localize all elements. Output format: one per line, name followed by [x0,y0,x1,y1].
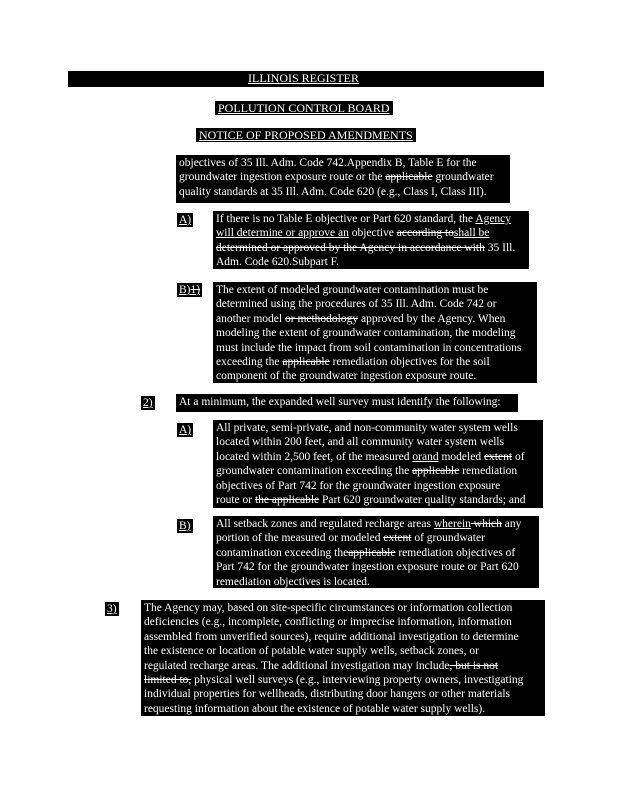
text-line: objectives of 35 Ill. Adm. Code 742.Appendix B, Table E for the [179,157,477,169]
item-label-a2: A) [179,424,192,436]
text-line [216,531,536,545]
text-span: 35 Ill. [484,241,516,254]
text-line [216,464,540,478]
text-line [179,170,507,184]
notice-title: NOTICE OF PROPOSED AMENDMENTS [196,128,416,142]
struck-text: or methodology [284,312,359,325]
text-line: remediation objectives is located. [216,575,370,588]
text-span: route or [216,494,255,507]
text-line [144,673,542,687]
text-span: groundwater contamination exceeding the [216,465,413,478]
text-span: All setback zones and regulated recharge areas [216,518,434,530]
intro-paragraph [176,155,510,203]
item-a2-text [213,420,543,508]
text-span: objective [348,227,397,240]
struck-text: extent [483,450,513,463]
text-line: requesting information about the existence of potable water supply wells). [144,702,486,715]
inserted-text: orand [412,450,439,463]
text-span: physical well surveys (e.g., interviewing property owners, investigating [191,674,524,687]
text-span: any [501,518,522,530]
text-line: quality standards at 35 Ill. Adm. Code 620 (e.g., Class I, Class III). [179,185,487,198]
text-line: deficiencies (e.g., incomplete, conflicting or imprecise information, information [144,616,512,629]
text-span: remediation [459,465,518,478]
text-line [216,226,526,240]
text-line [144,659,542,673]
text-span: remediation objectives of [395,546,516,559]
text-span: If there is no Table E objective or Part 620 standard, the [216,213,476,225]
register-title: ILLINOIS REGISTER [248,71,359,85]
text-span: approved by the Agency. When [358,312,506,325]
text-line: determined using the procedures of 35 Ill. Adm. Code 742 or [216,298,497,311]
text-span: remediation objectives for the soil [329,356,490,369]
item-3-text [141,600,545,716]
struck-text: applicable [348,546,396,559]
item-label-2: 2) [143,397,153,409]
text-line: All private, semi-private, and non-community water system wells [216,422,518,434]
text-line [216,212,526,226]
text-span: contamination exceeding the [216,546,349,559]
text-line: modeling the extent of groundwater contamination, the modeling [216,327,516,340]
text-line: objectives of Part 742 for the groundwater ingestion exposure [216,479,501,492]
text-span: another model [216,312,285,325]
inserted-text: will determine or approve an [216,227,349,240]
inserted-text: Agency [475,213,512,225]
struck-text: shall be [453,227,490,240]
text-line: individual properties for wellheads, distributing door hangers or other materials [144,688,510,701]
struck-text: extent [383,532,412,545]
text-line [216,493,540,507]
text-line: At a minimum, the expanded well survey must identify the following: [179,396,501,408]
inserted-text: B) [179,284,191,296]
text-span: located within 2,500 feet, of the measured [216,450,413,463]
text-span: portion of the measured or modeled [216,532,384,545]
text-line: Part 742 for the groundwater ingestion exposure route or Part 620 [216,561,519,574]
struck-text: limited to, [144,674,192,687]
text-line: Adm. Code 620.Subpart F. [216,256,340,269]
text-line: component of the groundwater ingestion exposure route. [216,370,477,383]
struck-text: applicable [412,465,460,478]
text-line [216,312,534,326]
item-a1-text [213,211,529,269]
text-span: groundwater ingestion exposure route or the [179,171,386,184]
text-line [216,517,536,531]
text-line [216,546,536,560]
text-line: located within 200 feet, and all community water system wells [216,436,505,449]
item-2-text [176,394,518,412]
text-span: Part 620 groundwater quality standards; and [319,494,526,507]
text-span: modeled [438,450,484,463]
struck-text: determined or approved by the Agency in accordance with [216,241,485,254]
text-line [216,241,526,255]
text-line [216,450,540,464]
item-b2-text [213,516,539,588]
text-line: assembled from unverified sources), require additional investigation to determine [144,630,519,643]
text-span: of [512,450,525,463]
item-label-b2: B) [179,520,191,532]
struck-text: applicable [282,356,330,369]
text-line: The Agency may, based on site-specific circumstances or information collection [144,602,513,614]
struck-text: according to [396,227,454,240]
item-label-b1 [177,283,202,297]
text-span: exceeding the [216,356,283,369]
struck-text: which [470,518,502,530]
item-b1-text [213,282,537,383]
text-line: The extent of modeled groundwater contamination must be [216,284,489,296]
struck-text: applicable [385,171,433,184]
item-label-a1: A) [179,214,192,226]
inserted-text: wherein [433,518,471,530]
text-span: of groundwater [411,532,485,545]
text-span: groundwater [432,171,494,184]
struck-text: , but is not [449,659,499,672]
item-label-3: 3) [107,603,117,615]
struck-text: the applicable [254,494,320,507]
text-span: regulated recharge areas. The additional investigation may include [144,659,450,672]
struck-text: 1) [190,284,201,296]
text-line: the existence or location of potable water supply wells, setback zones, or [144,645,479,658]
board-title: POLLUTION CONTROL BOARD [215,101,393,115]
text-line [216,355,534,369]
text-line: must include the impact from soil contamination in concentrations [216,341,522,354]
